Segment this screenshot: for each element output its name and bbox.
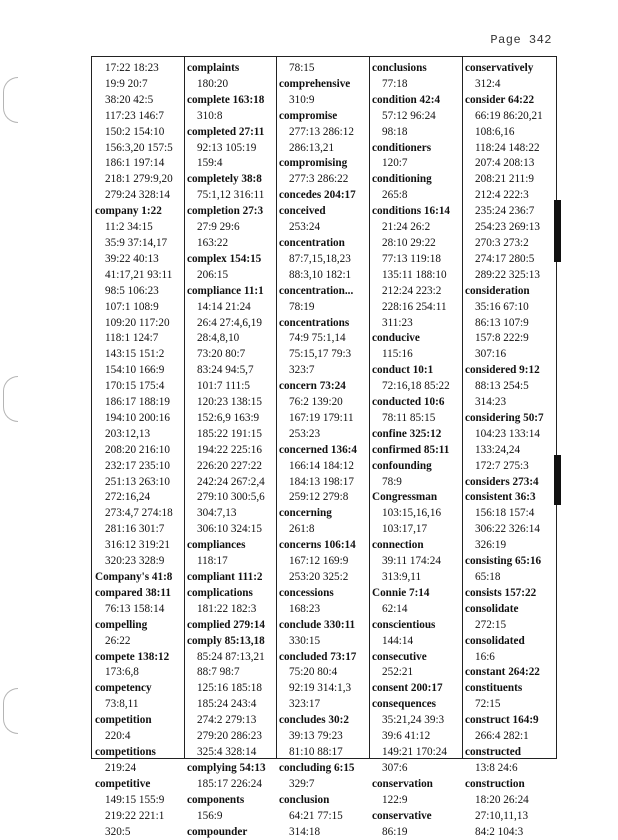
index-references: 98:5 106:23 <box>95 284 173 300</box>
index-table <box>91 56 557 759</box>
index-references: 86:13 107:9 <box>465 316 544 332</box>
index-term: consistent 36:3 <box>465 490 544 506</box>
index-references: 76:13 158:14 <box>95 602 173 618</box>
index-references: 277:3 286:22 <box>279 172 357 188</box>
index-references: 252:21 <box>372 665 450 681</box>
index-references: 73:20 80:7 <box>187 347 266 363</box>
index-term: conclusions <box>372 61 450 77</box>
binder-hole-middle <box>3 376 18 422</box>
index-references: 208:20 216:10 <box>95 443 173 459</box>
index-term: conscientious <box>372 618 450 634</box>
index-term: connection <box>372 538 450 554</box>
index-references: 65:18 <box>465 570 544 586</box>
index-term: consolidated <box>465 634 544 650</box>
index-term: competition <box>95 713 173 729</box>
index-references: 251:13 263:10 <box>95 475 173 491</box>
index-column-2 <box>187 61 266 840</box>
index-references: 39:13 79:23 <box>279 729 357 745</box>
index-references: 143:15 151:2 <box>95 347 173 363</box>
index-references: 316:12 319:21 <box>95 538 173 554</box>
index-term: constant 264:22 <box>465 665 544 681</box>
index-references: 307:6 <box>372 761 450 777</box>
index-term: company 1:22 <box>95 204 173 220</box>
index-term: complete 163:18 <box>187 93 266 109</box>
index-references: 98:18 <box>372 125 450 141</box>
index-references: 235:24 236:7 <box>465 204 544 220</box>
index-references: 122:9 <box>372 793 450 809</box>
index-references: 87:7,15,18,23 <box>279 252 357 268</box>
index-references: 41:17,21 93:11 <box>95 268 173 284</box>
index-references: 304:7,13 <box>187 506 266 522</box>
index-term: considering 50:7 <box>465 411 544 427</box>
index-references: 75:15,17 79:3 <box>279 347 357 363</box>
index-references: 66:19 86:20,21 <box>465 109 544 125</box>
index-references: 219:24 <box>95 761 173 777</box>
index-references: 154:10 166:9 <box>95 363 173 379</box>
index-term: conservation <box>372 777 450 793</box>
index-references: 120:23 138:15 <box>187 395 266 411</box>
index-references: 194:10 200:16 <box>95 411 173 427</box>
index-term: complied 279:14 <box>187 618 266 634</box>
index-term: condition 42:4 <box>372 93 450 109</box>
index-references: 84:2 104:3 <box>465 825 544 840</box>
index-column-1 <box>95 61 173 840</box>
index-references: 166:14 184:12 <box>279 459 357 475</box>
index-references: 254:23 269:13 <box>465 220 544 236</box>
index-references: 185:17 226:24 <box>187 777 266 793</box>
binder-hole-top <box>3 77 18 123</box>
index-references: 135:11 188:10 <box>372 268 450 284</box>
index-references: 78:19 <box>279 300 357 316</box>
index-term: Congressman <box>372 490 450 506</box>
index-references: 107:1 108:9 <box>95 300 173 316</box>
index-references: 62:14 <box>372 602 450 618</box>
index-term: conducive <box>372 331 450 347</box>
index-references: 156:3,20 157:5 <box>95 141 173 157</box>
index-references: 330:15 <box>279 634 357 650</box>
index-term: confounding <box>372 459 450 475</box>
index-term: conditioning <box>372 172 450 188</box>
index-references: 320:5 <box>95 825 173 840</box>
index-references: 152:6,9 163:9 <box>187 411 266 427</box>
index-references: 206:15 <box>187 268 266 284</box>
index-references: 212:4 222:3 <box>465 188 544 204</box>
index-references: 279:20 286:23 <box>187 729 266 745</box>
index-references: 75:20 80:4 <box>279 665 357 681</box>
index-references: 326:19 <box>465 538 544 554</box>
index-term: completely 38:8 <box>187 172 266 188</box>
index-references: 28:10 29:22 <box>372 236 450 252</box>
index-references: 88:13 254:5 <box>465 379 544 395</box>
index-references: 266:4 282:1 <box>465 729 544 745</box>
index-references: 279:10 300:5,6 <box>187 490 266 506</box>
index-references: 259:12 279:8 <box>279 490 357 506</box>
index-references: 35:21,24 39:3 <box>372 713 450 729</box>
index-references: 180:20 <box>187 77 266 93</box>
index-term: compete 138:12 <box>95 650 173 666</box>
index-references: 311:23 <box>372 316 450 332</box>
index-column-5 <box>465 61 544 840</box>
index-references: 173:6,8 <box>95 665 173 681</box>
index-term: consisting 65:16 <box>465 554 544 570</box>
index-references: 18:20 26:24 <box>465 793 544 809</box>
index-term: construction <box>465 777 544 793</box>
index-references: 72:15 <box>465 697 544 713</box>
index-references: 172:7 275:3 <box>465 459 544 475</box>
index-references: 73:8,11 <box>95 697 173 713</box>
index-references: 11:2 34:15 <box>95 220 173 236</box>
index-term: compelling <box>95 618 173 634</box>
index-term: complying 54:13 <box>187 761 266 777</box>
index-references: 313:9,11 <box>372 570 450 586</box>
index-references: 88:7 98:7 <box>187 665 266 681</box>
index-references: 270:3 273:2 <box>465 236 544 252</box>
index-references: 242:24 267:2,4 <box>187 475 266 491</box>
index-term: compared 38:11 <box>95 586 173 602</box>
index-references: 167:19 179:11 <box>279 411 357 427</box>
index-references: 57:12 96:24 <box>372 109 450 125</box>
index-references: 272:15 <box>465 618 544 634</box>
index-references: 77:18 <box>372 77 450 93</box>
index-term: completion 27:3 <box>187 204 266 220</box>
index-references: 184:13 198:17 <box>279 475 357 491</box>
index-references: 14:14 21:24 <box>187 300 266 316</box>
index-term: conservatively <box>465 61 544 77</box>
index-references: 13:8 24:6 <box>465 761 544 777</box>
index-references: 101:7 111:5 <box>187 379 266 395</box>
index-term: consequences <box>372 697 450 713</box>
index-term: competitive <box>95 777 173 793</box>
index-references: 253:20 325:2 <box>279 570 357 586</box>
index-term: comprehensive <box>279 77 357 93</box>
index-references: 314:18 <box>279 825 357 840</box>
index-term: conditioners <box>372 141 450 157</box>
index-term: conclusion <box>279 793 357 809</box>
index-term: confirmed 85:11 <box>372 443 450 459</box>
index-column-4 <box>372 61 450 840</box>
index-references: 118:17 <box>187 554 266 570</box>
index-references: 207:4 208:13 <box>465 156 544 172</box>
index-references: 39:11 174:24 <box>372 554 450 570</box>
index-term: concerns 106:14 <box>279 538 357 554</box>
column-divider <box>184 57 185 758</box>
index-term: consolidate <box>465 602 544 618</box>
index-references: 167:12 169:9 <box>279 554 357 570</box>
column-divider <box>276 57 277 758</box>
index-references: 265:8 <box>372 188 450 204</box>
edge-tab-marker <box>554 455 561 505</box>
index-references: 75:1,12 316:11 <box>187 188 266 204</box>
index-references: 289:22 325:13 <box>465 268 544 284</box>
index-references: 64:21 77:15 <box>279 809 357 825</box>
index-references: 19:9 20:7 <box>95 77 173 93</box>
index-references: 312:4 <box>465 77 544 93</box>
index-references: 109:20 117:20 <box>95 316 173 332</box>
index-references: 226:20 227:22 <box>187 459 266 475</box>
index-references: 78:15 <box>279 61 357 77</box>
index-references: 279:24 328:14 <box>95 188 173 204</box>
index-references: 286:13,21 <box>279 141 357 157</box>
index-term: compliances <box>187 538 266 554</box>
index-references: 108:6,16 <box>465 125 544 141</box>
index-term: completed 27:11 <box>187 125 266 141</box>
index-references: 117:23 146:7 <box>95 109 173 125</box>
index-term: Company's 41:8 <box>95 570 173 586</box>
page-number: Page 342 <box>490 33 552 47</box>
index-term: concerned 136:4 <box>279 443 357 459</box>
index-references: 104:23 133:14 <box>465 427 544 443</box>
index-references: 35:9 37:14,17 <box>95 236 173 252</box>
index-references: 85:24 87:13,21 <box>187 650 266 666</box>
index-references: 306:22 326:14 <box>465 522 544 538</box>
index-term: constructed <box>465 745 544 761</box>
index-term: components <box>187 793 266 809</box>
index-references: 323:17 <box>279 697 357 713</box>
index-term: concerning <box>279 506 357 522</box>
index-term: conclude 330:11 <box>279 618 357 634</box>
index-references: 273:4,7 274:18 <box>95 506 173 522</box>
index-references: 307:16 <box>465 347 544 363</box>
index-references: 323:7 <box>279 363 357 379</box>
index-references: 74:9 75:1,14 <box>279 331 357 347</box>
index-references: 281:16 301:7 <box>95 522 173 538</box>
index-references: 157:8 222:9 <box>465 331 544 347</box>
index-column-3 <box>279 61 357 840</box>
index-term: complex 154:15 <box>187 252 266 268</box>
index-references: 21:24 26:2 <box>372 220 450 236</box>
index-references: 39:6 41:12 <box>372 729 450 745</box>
index-references: 320:23 328:9 <box>95 554 173 570</box>
index-references: 115:16 <box>372 347 450 363</box>
index-term: constituents <box>465 681 544 697</box>
index-references: 228:16 254:11 <box>372 300 450 316</box>
index-term: concluding 6:15 <box>279 761 357 777</box>
index-references: 219:22 221:1 <box>95 809 173 825</box>
index-term: compounder <box>187 825 266 840</box>
index-term: considers 273:4 <box>465 475 544 491</box>
index-term: competency <box>95 681 173 697</box>
index-references: 159:4 <box>187 156 266 172</box>
index-references: 144:14 <box>372 634 450 650</box>
index-term: concentration... <box>279 284 357 300</box>
index-references: 86:19 <box>372 825 450 840</box>
index-references: 72:16,18 85:22 <box>372 379 450 395</box>
index-references: 325:4 328:14 <box>187 745 266 761</box>
index-references: 253:24 <box>279 220 357 236</box>
index-term: concessions <box>279 586 357 602</box>
index-term: consideration <box>465 284 544 300</box>
index-references: 27:10,11,13 <box>465 809 544 825</box>
index-references: 27:9 29:6 <box>187 220 266 236</box>
index-references: 77:13 119:18 <box>372 252 450 268</box>
index-term: construct 164:9 <box>465 713 544 729</box>
index-references: 38:20 42:5 <box>95 93 173 109</box>
index-references: 310:8 <box>187 109 266 125</box>
index-references: 185:22 191:15 <box>187 427 266 443</box>
index-references: 26:22 <box>95 634 173 650</box>
index-term: consent 200:17 <box>372 681 450 697</box>
index-references: 17:22 18:23 <box>95 61 173 77</box>
index-term: concedes 204:17 <box>279 188 357 204</box>
index-references: 314:23 <box>465 395 544 411</box>
index-references: 149:21 170:24 <box>372 745 450 761</box>
index-references: 150:2 154:10 <box>95 125 173 141</box>
index-references: 88:3,10 182:1 <box>279 268 357 284</box>
index-references: 81:10 88:17 <box>279 745 357 761</box>
edge-tab-marker <box>554 200 561 262</box>
index-references: 156:18 157:4 <box>465 506 544 522</box>
index-references: 92:13 105:19 <box>187 141 266 157</box>
index-term: consists 157:22 <box>465 586 544 602</box>
index-term: conservative <box>372 809 450 825</box>
index-references: 329:7 <box>279 777 357 793</box>
index-term: conditions 16:14 <box>372 204 450 220</box>
index-references: 232:17 235:10 <box>95 459 173 475</box>
index-references: 261:8 <box>279 522 357 538</box>
column-divider <box>369 57 370 758</box>
index-references: 194:22 225:16 <box>187 443 266 459</box>
index-references: 118:1 124:7 <box>95 331 173 347</box>
index-term: Connie 7:14 <box>372 586 450 602</box>
index-references: 212:24 223:2 <box>372 284 450 300</box>
index-references: 306:10 324:15 <box>187 522 266 538</box>
index-term: conduct 10:1 <box>372 363 450 379</box>
index-term: concern 73:24 <box>279 379 357 395</box>
index-references: 310:9 <box>279 93 357 109</box>
index-term: confine 325:12 <box>372 427 450 443</box>
index-term: considered 9:12 <box>465 363 544 379</box>
index-references: 92:19 314:1,3 <box>279 681 357 697</box>
index-references: 156:9 <box>187 809 266 825</box>
index-references: 78:9 <box>372 475 450 491</box>
index-term: concludes 30:2 <box>279 713 357 729</box>
index-references: 103:15,16,16 <box>372 506 450 522</box>
index-term: compliant 111:2 <box>187 570 266 586</box>
index-term: conceived <box>279 204 357 220</box>
index-term: consecutive <box>372 650 450 666</box>
index-term: complaints <box>187 61 266 77</box>
index-references: 186:17 188:19 <box>95 395 173 411</box>
index-references: 35:16 67:10 <box>465 300 544 316</box>
binder-hole-bottom <box>3 688 18 734</box>
index-references: 181:22 182:3 <box>187 602 266 618</box>
index-references: 170:15 175:4 <box>95 379 173 395</box>
index-references: 16:6 <box>465 650 544 666</box>
index-references: 277:13 286:12 <box>279 125 357 141</box>
index-references: 28:4,8,10 <box>187 331 266 347</box>
index-references: 78:11 85:15 <box>372 411 450 427</box>
index-term: concentration <box>279 236 357 252</box>
index-references: 220:4 <box>95 729 173 745</box>
index-references: 274:2 279:13 <box>187 713 266 729</box>
index-references: 208:21 211:9 <box>465 172 544 188</box>
index-references: 218:1 279:9,20 <box>95 172 173 188</box>
index-term: concluded 73:17 <box>279 650 357 666</box>
column-divider <box>462 57 463 758</box>
index-term: concentrations <box>279 316 357 332</box>
index-references: 83:24 94:5,7 <box>187 363 266 379</box>
index-references: 125:16 185:18 <box>187 681 266 697</box>
index-references: 186:1 197:14 <box>95 156 173 172</box>
index-references: 253:23 <box>279 427 357 443</box>
index-term: compromising <box>279 156 357 172</box>
index-references: 26:4 27:4,6,19 <box>187 316 266 332</box>
index-references: 39:22 40:13 <box>95 252 173 268</box>
index-term: conducted 10:6 <box>372 395 450 411</box>
index-term: compromise <box>279 109 357 125</box>
index-references: 163:22 <box>187 236 266 252</box>
index-term: complications <box>187 586 266 602</box>
index-references: 103:17,17 <box>372 522 450 538</box>
index-term: competitions <box>95 745 173 761</box>
index-term: comply 85:13,18 <box>187 634 266 650</box>
index-references: 133:24,24 <box>465 443 544 459</box>
index-references: 272:16,24 <box>95 490 173 506</box>
index-references: 76:2 139:20 <box>279 395 357 411</box>
index-references: 274:17 280:5 <box>465 252 544 268</box>
index-term: consider 64:22 <box>465 93 544 109</box>
index-references: 149:15 155:9 <box>95 793 173 809</box>
index-term: compliance 11:1 <box>187 284 266 300</box>
index-references: 185:24 243:4 <box>187 697 266 713</box>
index-references: 120:7 <box>372 156 450 172</box>
index-references: 118:24 148:22 <box>465 141 544 157</box>
index-references: 203:12,13 <box>95 427 173 443</box>
index-references: 168:23 <box>279 602 357 618</box>
